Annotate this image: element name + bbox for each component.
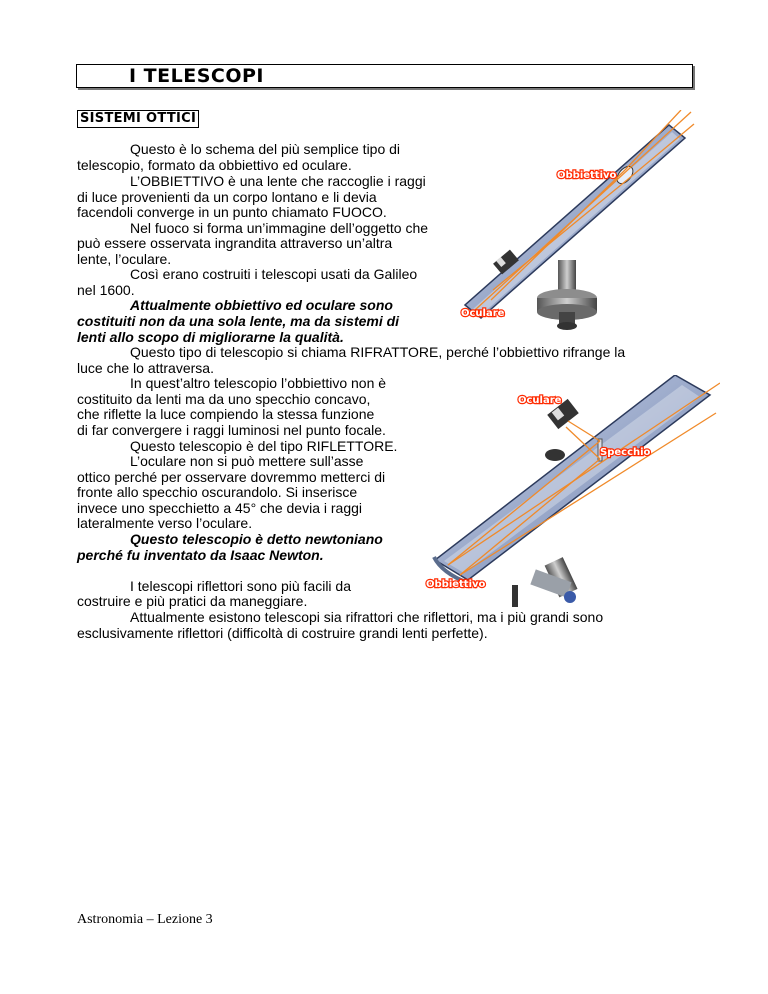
text-line: nel 1600. — [77, 282, 135, 298]
text-line-emphasis: Attualmente obbiettivo ed oculare sono — [130, 297, 393, 313]
objective-label: Obbiettivo — [426, 579, 486, 590]
text-line: costruire e più pratici da maneggiare. — [77, 593, 308, 609]
text-line: L’oculare non si può mettere sull’asse — [130, 453, 364, 469]
eyepiece-label: Oculare — [461, 308, 505, 319]
objective-label: Obbiettivo — [557, 170, 617, 181]
text-line: Questo telescopio è del tipo RIFLETTORE. — [130, 438, 398, 454]
text-line: telescopio, formato da obbiettivo ed oculare. — [77, 157, 352, 173]
section-heading: SISTEMI OTTICI — [77, 110, 199, 128]
page-title: I TELESCOPI — [129, 65, 264, 87]
text-line: invece uno specchietto a 45° che devia i raggi — [77, 500, 363, 516]
text-line: di luce provenienti da un corpo lontano e li devia — [77, 189, 377, 205]
text-line: può essere osservata ingrandita attraverso un’altra — [77, 235, 393, 251]
eyepiece-label: Oculare — [518, 395, 562, 406]
text-line: lateralmente verso l’oculare. — [77, 515, 253, 531]
text-line: fronte allo specchio oscurandolo. Si inserisce — [77, 484, 358, 500]
text-line: lente, l’oculare. — [77, 251, 172, 267]
light-rays — [475, 110, 694, 310]
text-line-emphasis: Questo telescopio è detto newtoniano — [130, 531, 383, 547]
text-line: facendoli converge in un punto chiamato FUOCO. — [77, 204, 387, 220]
text-line-emphasis: lenti allo scopo di migliorarne la qualità. — [77, 329, 344, 345]
telescope-mount — [512, 557, 578, 607]
text-line: Questo tipo di telescopio si chiama RIFRATTORE, perché l’obbiettivo rifrange la — [130, 344, 626, 360]
reflector-tube — [434, 375, 710, 583]
text-line: costituito da lenti ma da uno specchio concavo, — [77, 391, 371, 407]
text-line: che riflette la luce compiendo la stessa funzione — [77, 406, 375, 422]
mirror-label: Specchio — [600, 447, 651, 458]
text-line: Così erano costruiti i telescopi usati da Galileo — [130, 266, 418, 282]
telescope-mount — [537, 260, 597, 330]
reflector-telescope-figure — [420, 375, 720, 615]
text-line: di far convergere i raggi luminosi nel punto focale. — [77, 422, 386, 438]
text-line: luce che lo attraversa. — [77, 360, 214, 376]
refractor-telescope-figure — [455, 110, 695, 335]
text-line: esclusivamente riflettori (difficoltà di costruire grandi lenti perfette). — [77, 625, 488, 641]
text-line: Attualmente esistono telescopi sia rifrattori che riflettori, ma i più grandi sono — [130, 609, 604, 625]
text-line: In quest’altro telescopio l’obbiettivo non è — [130, 375, 387, 391]
text-line: ottico perché per osservare dovremmo metterci di — [77, 469, 386, 485]
text-line: L’OBBIETTIVO è una lente che raccoglie i raggi — [130, 173, 426, 189]
text-line: I telescopi riflettori sono più facili da — [130, 578, 351, 594]
text-line-emphasis: costituiti non da una sola lente, ma da sistemi di — [77, 313, 400, 329]
page-footer: Astronomia – Lezione 3 — [77, 912, 213, 927]
text-line: Questo è lo schema del più semplice tipo di — [130, 141, 401, 157]
title-box — [76, 64, 693, 88]
text-line: Nel fuoco si forma un’immagine dell’oggetto che — [130, 220, 429, 236]
text-line-emphasis: perché fu inventato da Isaac Newton. — [77, 547, 324, 563]
